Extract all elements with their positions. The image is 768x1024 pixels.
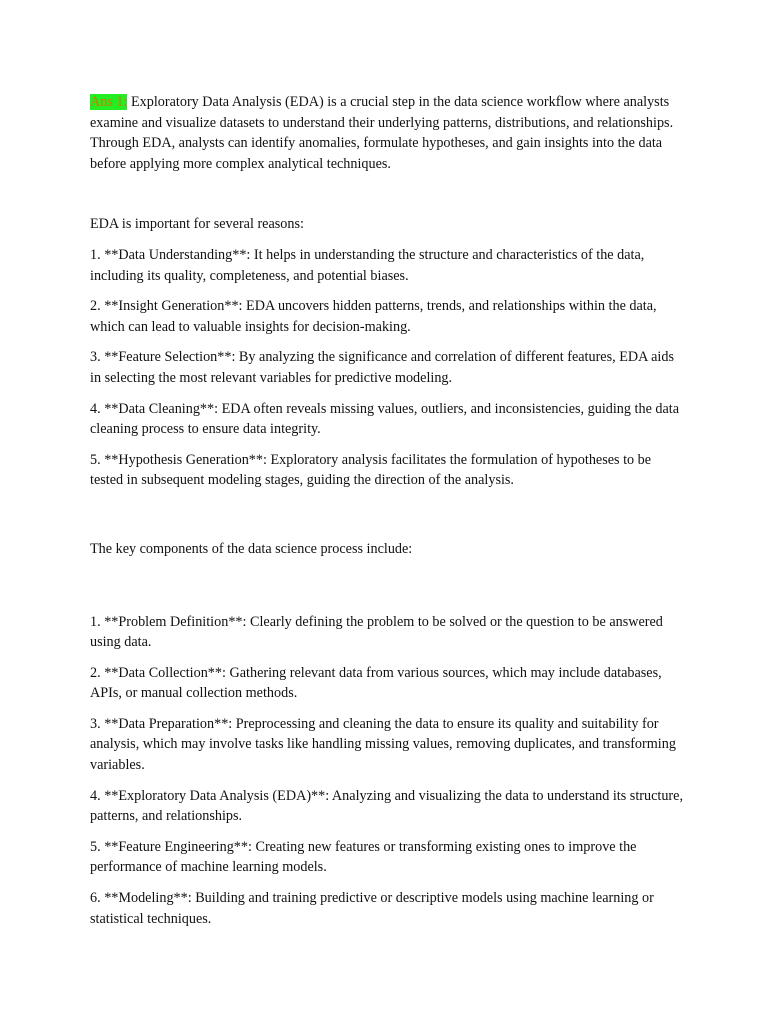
spacer <box>90 570 686 612</box>
list-item: 6. **Modeling**: Building and training predictive or descriptive models using machine learning or statistical techniques. <box>90 890 654 927</box>
list-item: 5. **Hypothesis Generation**: Exploratory analysis facilitates the formulation of hypotheses to be tested in subsequent modeling stages, guiding the direction of the analysis. <box>90 451 652 489</box>
spacer <box>90 501 686 539</box>
list-item: 1. **Problem Definition**: Clearly defining the problem to be solved or the question to be answered using data. <box>90 613 663 651</box>
list-item: 3. **Feature Selection**: By analyzing the significance and correlation of different features, EDA aids in selecting the most relevant variables for predictive modeling. <box>90 349 674 386</box>
process-heading: The key components of the data science process include: <box>90 540 413 557</box>
list-item: 1. **Data Understanding**: It helps in understanding the structure and characteristics of the data, including its quality, completeness, and potential biases. <box>90 246 645 284</box>
spacer <box>90 174 686 214</box>
list-item: 2. **Insight Generation**: EDA uncovers hidden patterns, trends, and relationships within the data, which can lead to valuable insights for decision-making. <box>90 298 657 335</box>
intro-text: Exploratory Data Analysis (EDA) is a crucial step in the data science workflow where analysts examine and visualize datasets to understand their underlying patterns, distributions, and relationships. Through EDA, analysts can identify anomalies, formulate hypotheses, and gain insights into the data before applying more complex analytical techniques. <box>90 94 674 172</box>
list-item: 4. **Exploratory Data Analysis (EDA)**: Analyzing and visualizing the data to understand its structure, patterns, and relationships. <box>90 787 683 825</box>
document-body <box>90 92 686 939</box>
list-item: 5. **Feature Engineering**: Creating new features or transforming existing ones to improve the performance of machine learning models. <box>90 838 637 876</box>
intro-paragraph <box>90 92 686 174</box>
eda-importance-heading: EDA is important for several reasons: <box>90 216 304 233</box>
list-item: 3. **Data Preparation**: Preprocessing and cleaning the data to ensure its quality and suitability for analysis, which may involve tasks like handling missing values, removing duplicates, and transforming variables. <box>90 715 676 774</box>
list-item: 2. **Data Collection**: Gathering relevant data from various sources, which may include databases, APIs, or manual collection methods. <box>90 664 662 702</box>
list-item: 4. **Data Cleaning**: EDA often reveals missing values, outliers, and inconsistencies, guiding the data cleaning process to ensure data integrity. <box>90 400 680 438</box>
answer-tag: Ans 1: <box>90 94 128 110</box>
